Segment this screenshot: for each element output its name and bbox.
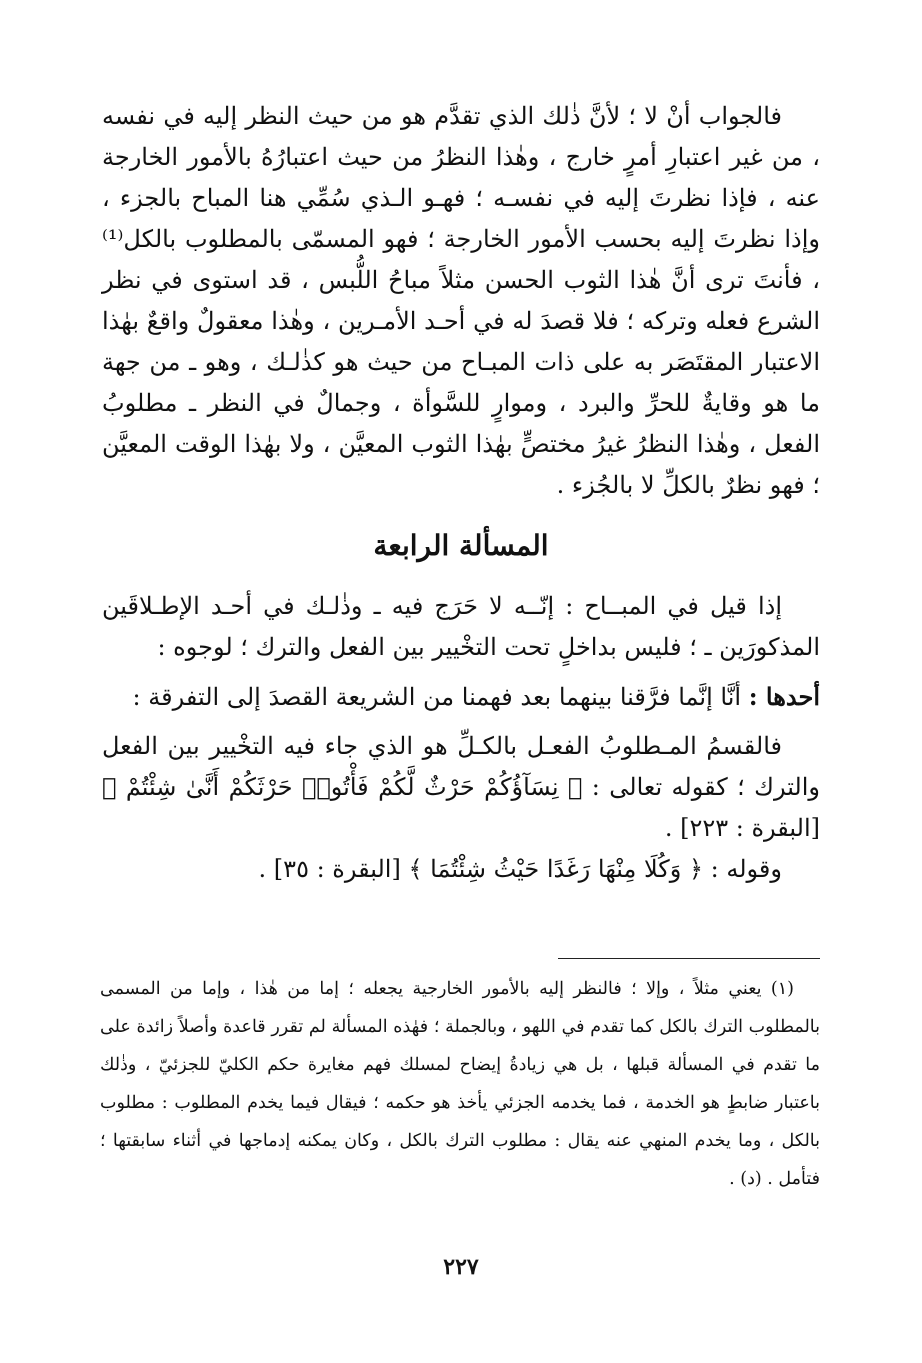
section-heading: المسألة الرابعة — [373, 529, 549, 562]
main-text — [102, 96, 820, 890]
first-reason-lead: أحدها : — [748, 682, 820, 711]
footnote-divider — [558, 958, 820, 959]
first-reason-paragraph — [102, 676, 820, 718]
issue-paragraph: إذا قيل في المبــاح : إنّــه لا حَرَج فيه ـ وذٰلـك في أحـد الإطـلاقَين المذكورَين ـ ؛ فليس بداخلٍ تحت التخْيير بين الفعل والترك ؛ لوجوه : — [102, 592, 820, 661]
quote-paragraph: وقوله : ﴿ وَكُلَا مِنْهَا رَغَدًا حَيْثُ شِئْتُمَا ﴾ [البقرة : ٣٥] . — [258, 855, 782, 883]
answer-paragraph: فالجواب أنْ لا ؛ لأنَّ ذٰلك الذي تقدَّم هو من حيث النظر إليه في نفسه ، من غير اعتبارِ أمرٍ خارج ، وهٰذا النظرُ من حيث اعتبارُهُ بالأمور الخارجة عنه ، فإذا نظرتَ إليه في نفسـه ؛ فهـو الـذي سُمِّي هنا المباح بالجزء ، وإذا نظرتَ إليه بحسب الأمور الخارجة ؛ فهو المسمّى بالمطلوب بالكل⁽¹⁾ ، فأنتَ ترى أنَّ هٰذا الثوب الحسن مثلاً مباحُ اللُّبس ، قد استوى في نظر الشرع فعله وتركه ؛ فلا قصدَ له في أحـد الأمـرين ، وهٰذا معقولٌ واقعٌ بهٰذا الاعتبار المقتَصَر به على ذات المبـاح من حيث هو كذٰلـك ، وهو ـ من جهة ما هو وقايةٌ للحرِّ والبرد ، وموارٍ للسَّوأة ، وجمالٌ في النظر ـ مطلوبُ الفعل ، وهٰذا النظرُ غيرُ مختصٍّ بهٰذا الثوب المعيَّن ، ولا بهٰذا الوقت المعيَّن ؛ فهو نظرٌ بالكلِّ لا بالجُزء . — [102, 102, 820, 499]
division-paragraph: فالقسمُ المـطلوبُ الفعـل بالكـلِّ هو الذي جاء فيه التخْيير بين الفعل والترك ؛ كقوله تعالى : ﴿ نِسَآؤُكُمْ حَرْثٌ لَّكُمْ فَأْتُوا۟ حَرْثَكُمْ أَنَّىٰ شِئْتُمْ ﴾ [البقرة : ٢٢٣] . — [102, 732, 821, 842]
footnote-1: (١) يعني مثلاً ، وإلا ؛ فالنظر إليه بالأمور الخارجية يجعله ؛ إما من هٰذا ، وإما من المسمى بالمطلوب الترك بالكل كما تقدم في اللهو ، وبالجملة ؛ فهٰذه المسألة لم تقرر قاعدة وأصلاً زائدة على ما تقدم في المسألة قبلها ، بل هي زيادةُ إيضاح لمسلك فهم مغايرة حكم الكليّ للجزئيّ ، وذٰلك باعتبار ضابطٍ هو الخدمة ، فما يخدمه الجزئي يأخذ هو حكمه ؛ فيقال فيما يخدم المطلوب : مطلوب بالكل ، وما يخدم المنهي عنه يقال : مطلوب الترك بالكل ، وكان يمكنه إدماجها في أثناء سابقتها ؛ فتأمل . (د) . — [100, 979, 820, 1189]
page-number: ٢٢٧ — [443, 1254, 479, 1280]
first-reason-text: أنَّا إنَّما فرَّقنا بينهما بعد فهمنا من الشريعة القصدَ إلى التفرقة : — [132, 683, 749, 711]
